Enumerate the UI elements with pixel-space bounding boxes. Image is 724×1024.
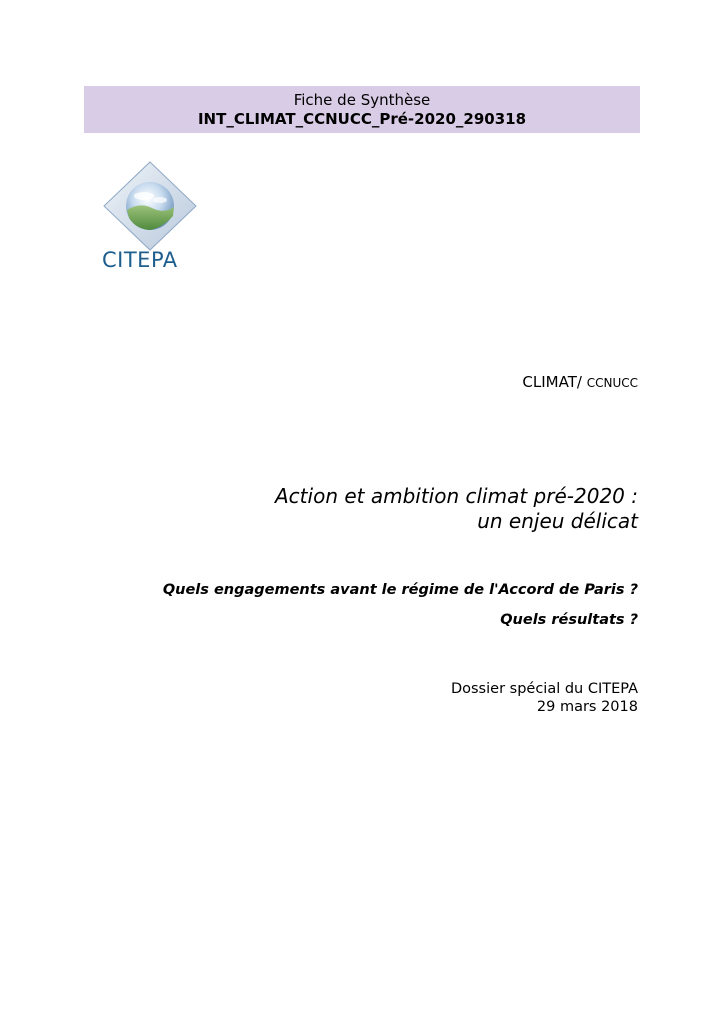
category-sub: CCNUCC bbox=[586, 376, 638, 390]
header-band bbox=[84, 86, 640, 133]
header-subtitle: Fiche de Synthèse bbox=[293, 91, 431, 109]
document-category bbox=[522, 373, 638, 391]
question-engagements: Quels engagements avant le régime de l'Accord de Paris ? bbox=[162, 582, 638, 598]
category-main: CLIMAT/ bbox=[522, 373, 582, 391]
dossier-label: Dossier spécial du CITEPA bbox=[450, 681, 638, 697]
dossier-date: 29 mars 2018 bbox=[536, 699, 638, 715]
document-title-line-1: Action et ambition climat pré-2020 : bbox=[275, 484, 638, 508]
question-results: Quels résultats ? bbox=[500, 612, 638, 628]
header-reference: INT_CLIMAT_CCNUCC_Pré-2020_290318 bbox=[197, 110, 527, 128]
document-title-line-2: un enjeu délicat bbox=[477, 509, 638, 533]
logo-wordmark: CITEPA bbox=[102, 248, 178, 272]
